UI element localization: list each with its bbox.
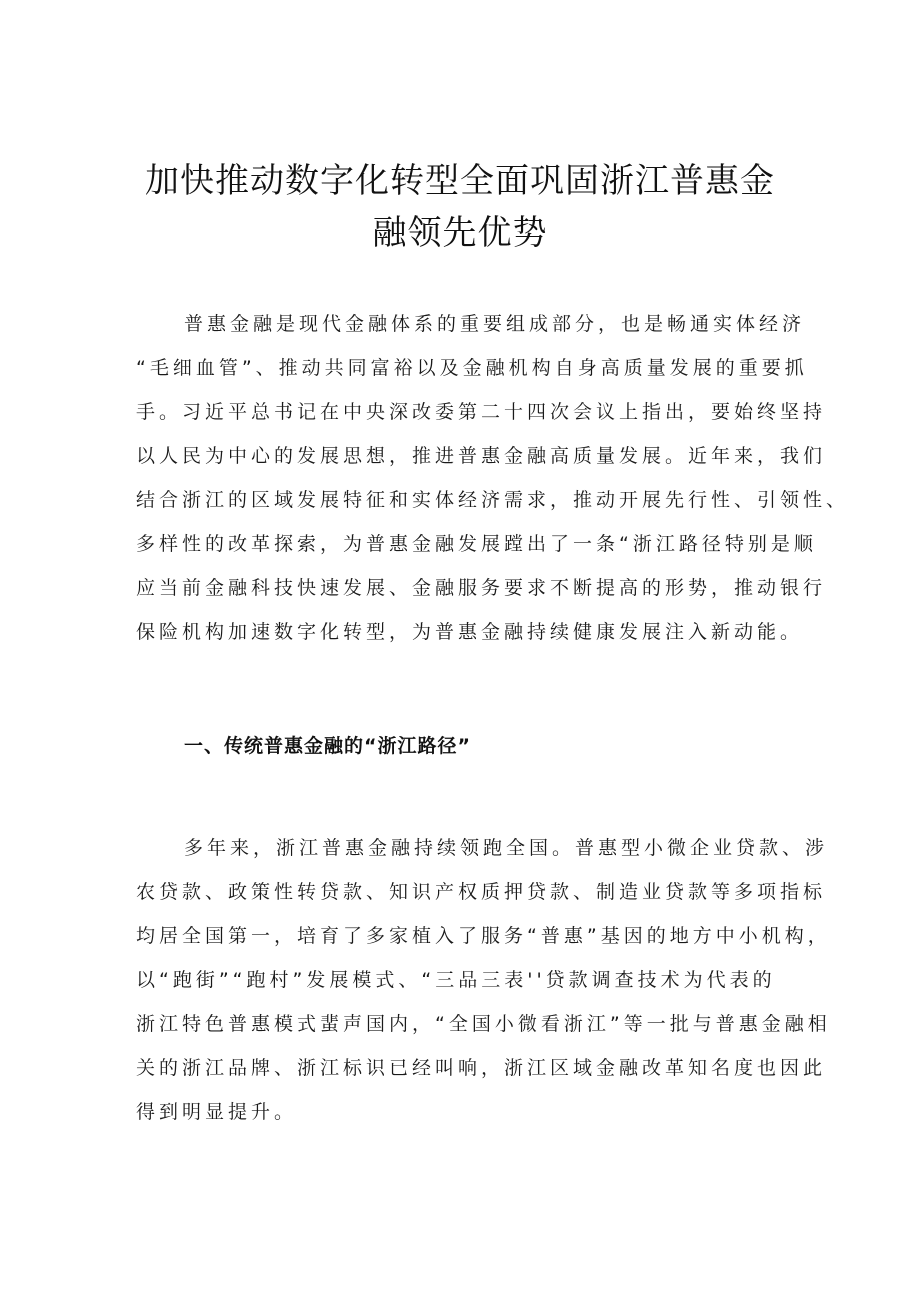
paragraph-line: 普惠金融是现代金融体系的重要组成部分，也是畅通实体经济: [184, 313, 806, 335]
paragraph-line: 得到明显提升。: [136, 1101, 298, 1123]
paragraph-line: 以人民为中心的发展思想，推进普惠金融高质量发展。近年来，我们: [136, 445, 827, 467]
document-title-line-1: 加快推动数字化转型全面巩固浙江普惠金: [145, 161, 775, 201]
paragraph-line: 多样性的改革探索，为普惠金融发展蹚出了一条“浙江路径特别是顺: [136, 533, 817, 555]
paragraph-line: “毛细血管”、推动共同富裕以及金融机构自身高质量发展的重要抓: [136, 357, 808, 379]
section-heading: 一、传统普惠金融的“浙江路径”: [184, 735, 471, 757]
paragraph-line: 均居全国第一，培育了多家植入了服务“普惠”基因的地方中小机构，: [136, 925, 831, 947]
paragraph-line: 关的浙江品牌、浙江标识已经叫响，浙江区域金融改革知名度也因此: [136, 1057, 827, 1079]
document-title-line-2: 融领先优势: [372, 213, 548, 253]
paragraph-line: 农贷款、政策性转贷款、知识产权质押贷款、制造业贷款等多项指标: [136, 881, 827, 903]
paragraph-line: 以“跑街”“跑村”发展模式、“三品三表''贷款调查技术为代表的: [136, 969, 776, 991]
paragraph-line: 手。习近平总书记在中央深改委第二十四次会议上指出，要始终坚持: [136, 401, 827, 423]
paragraph-line: 浙江特色普惠模式蜚声国内，“全国小微看浙江”等一批与普惠金融相: [136, 1013, 831, 1035]
paragraph-line: 结合浙江的区域发展特征和实体经济需求，推动开展先行性、引领性、: [136, 489, 850, 511]
paragraph-line: 多年来，浙江普惠金融持续领跑全国。普惠型小微企业贷款、涉: [184, 837, 829, 859]
paragraph-line: 应当前金融科技快速发展、金融服务要求不断提高的形势，推动银行: [136, 577, 827, 599]
paragraph-line: 保险机构加速数字化转型，为普惠金融持续健康发展注入新动能。: [136, 621, 804, 643]
